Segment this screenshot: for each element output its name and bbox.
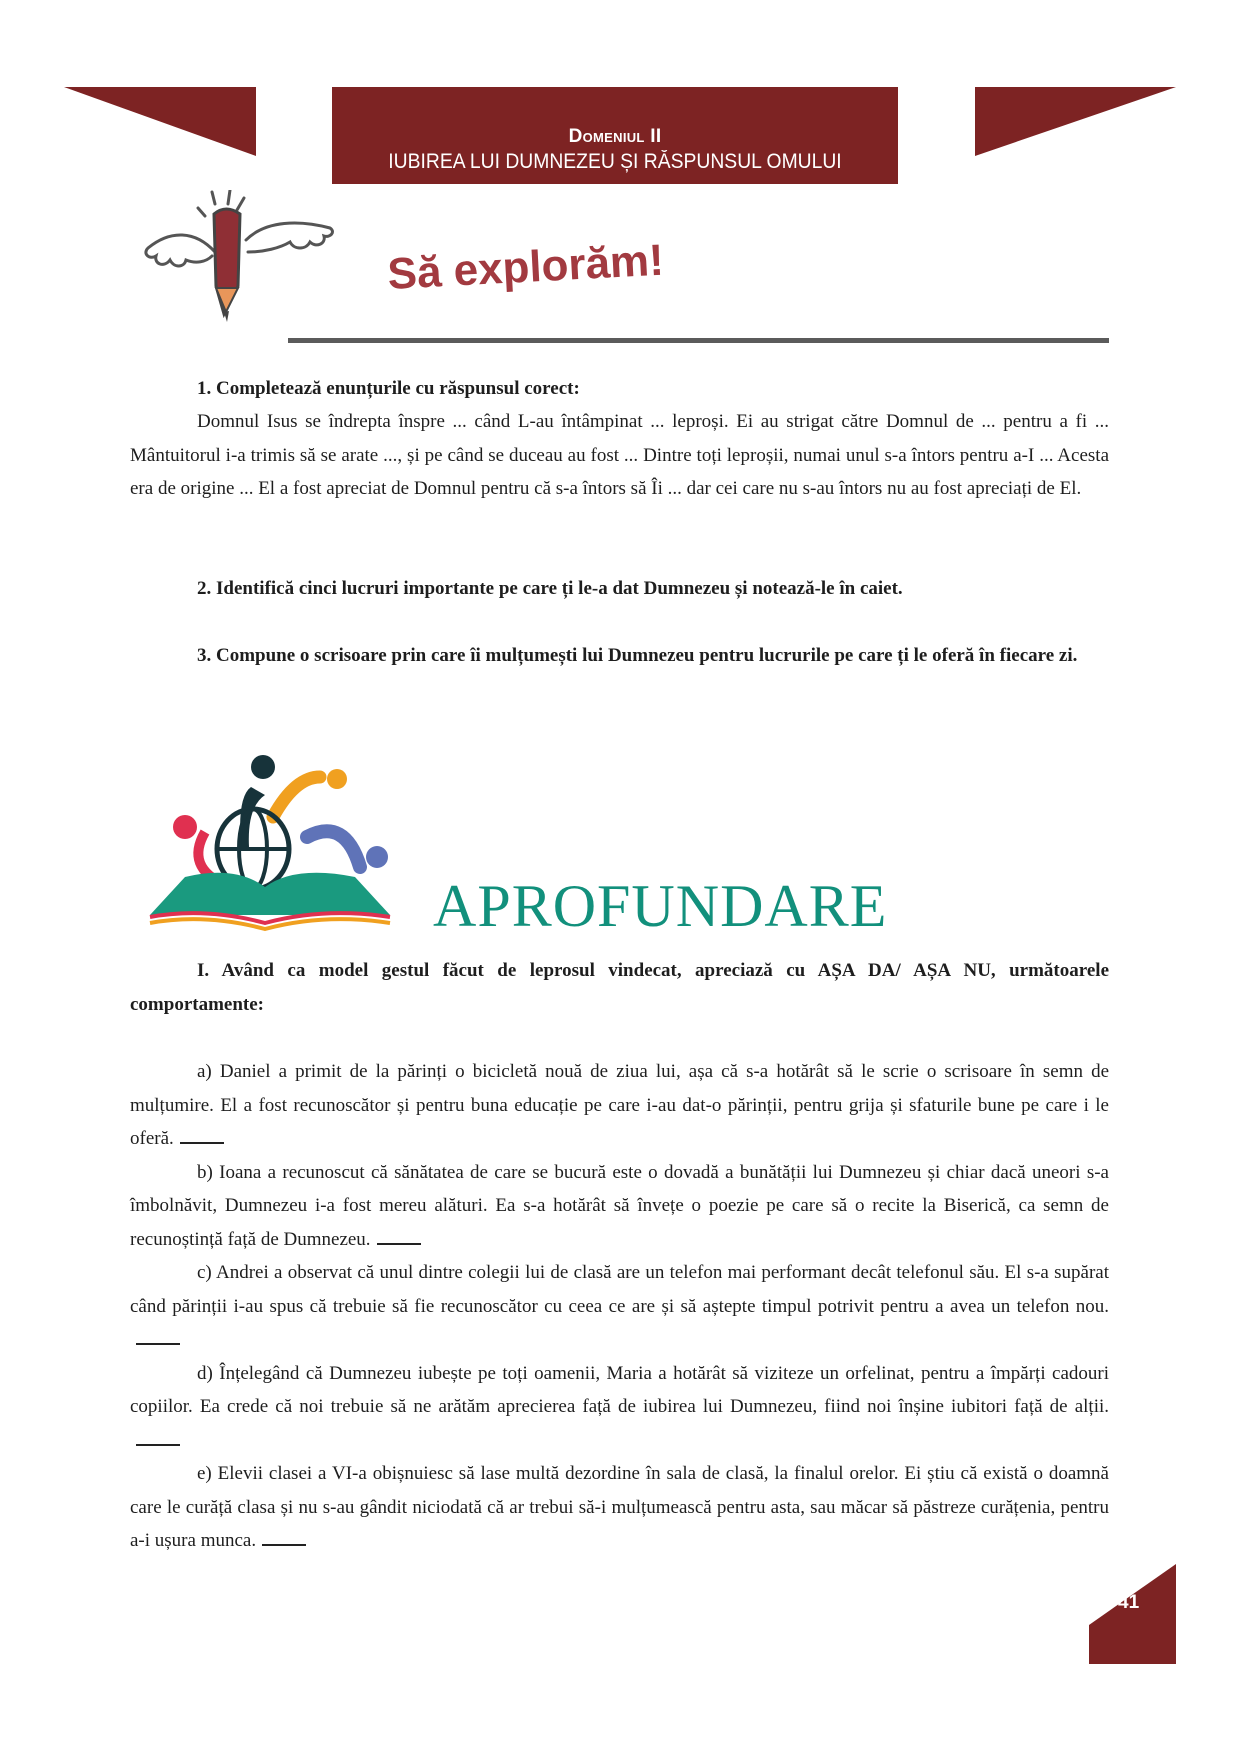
task-1-heading: 1. Completează enunțurile cu răspunsul corect: <box>197 378 580 399</box>
behaviour-text: b) Ioana a recunoscut că sănătatea de care se bucură este o dovadă a bunătății lui Dumnezeu și chiar dacă uneori s-a îmbolnăvit, Dumnezeu i-a fost mereu alături. Ea s-a hotărât să învețe o poezie pe care să o recite la Biserică, ca semn de recunoștință față de Dumnezeu. <box>130 1161 1109 1250</box>
aprofundare-instruction: I. Având ca model gestul făcut de leprosul vindecat, apreciază cu AȘA DA/ AȘA NU, următoarele comportamente: <box>130 960 1109 1015</box>
behaviour-item-c <box>130 1256 1109 1357</box>
task-2-heading: 2. Identifică cinci lucruri importante pe care ți le-a dat Dumnezeu și notează-le în caiet. <box>197 578 903 599</box>
domain-title: IUBIREA LUI DUMNEZEU ȘI RĂSPUNSUL OMULUI <box>388 150 842 173</box>
answer-blank[interactable] <box>180 1128 224 1144</box>
left-banner-triangle <box>64 87 256 156</box>
winged-pencil-icon <box>140 190 340 342</box>
task-3-heading: 3. Compune o scrisoare prin care îi mulțumești lui Dumnezeu pentru lucrurile pe care ți le oferă în fiecare zi. <box>197 645 1078 666</box>
book-globe-people-logo <box>145 737 430 932</box>
answer-blank[interactable] <box>136 1430 180 1446</box>
section-title-explore: Să explorăm! <box>386 235 665 300</box>
right-banner-triangle <box>975 87 1176 156</box>
behaviour-item-e <box>130 1457 1109 1558</box>
answer-blank[interactable] <box>377 1229 421 1245</box>
behaviour-text: c) Andrei a observat că unul dintre colegii lui de clasă are un telefon mai performant decât telefonul său. El s-a supărat când părinții i-au spus că trebuie să fie recunoscător cu ceea ce are și să aștepte timpul potrivit pentru a avea un telefon nou. <box>130 1262 1109 1317</box>
answer-blank[interactable] <box>262 1530 306 1546</box>
behaviour-text: d) Înțelegând că Dumnezeu iubește pe toți oamenii, Maria a hotărât să viziteze un orfelinat, pentru a împărți cadouri copiilor. Ea crede că noi trebuie să ne arătăm aprecierea față de iubirea lui Dumnezeu, fiind noi înșine iubitori față de alții. <box>130 1362 1109 1417</box>
behaviour-text: a) Daniel a primit de la părinți o bicicletă nouă de ziua lui, așa că s-a hotărât să le scrie o scrisoare în semn de mulțumire. El a fost recunoscător și pentru buna educație pe care i-au dat-o părinții, pentru grija și sfaturile bune pe care i le oferă. <box>130 1061 1109 1149</box>
section-divider <box>288 338 1109 343</box>
task-1-body: Domnul Isus se îndrepta înspre ... când L-au întâmpinat ... leproși. Ei au strigat către Domnul de ... pentru a fi ... Mântuitorul i-a trimis să se arate ..., și pe când se duceau au fost ... Dintre toți leproșii, numai unul s-a întors pentru a-I ... Acesta era de origine ... El a fost apreciat de Domnul pentru că s-a întors să Îi ... dar cei care nu s-au întors nu au fost apreciați de El. <box>130 411 1109 499</box>
behaviour-item-b <box>130 1156 1109 1257</box>
page-number-tab <box>1089 1564 1176 1664</box>
behaviour-list <box>130 1055 1109 1558</box>
domain-header <box>332 87 898 184</box>
answer-blank[interactable] <box>136 1329 180 1345</box>
page-number: 41 <box>1118 1592 1140 1613</box>
behaviour-item-d <box>130 1357 1109 1458</box>
behaviour-text: e) Elevii clasei a VI-a obișnuiesc să lase multă dezordine în sala de clasă, la finalul orelor. Ei știu că există o doamnă care le curăță clasa și nu s-au gândit niciodată că ar trebui să-i mulțumească pentru asta, sau măcar să păstreze curățenia, pentru a-i ușura munca. <box>130 1463 1109 1551</box>
domain-label: Domeniul II <box>568 126 662 147</box>
behaviour-item-a <box>130 1055 1109 1156</box>
section-title-aprofundare: APROFUNDARE <box>433 873 888 939</box>
